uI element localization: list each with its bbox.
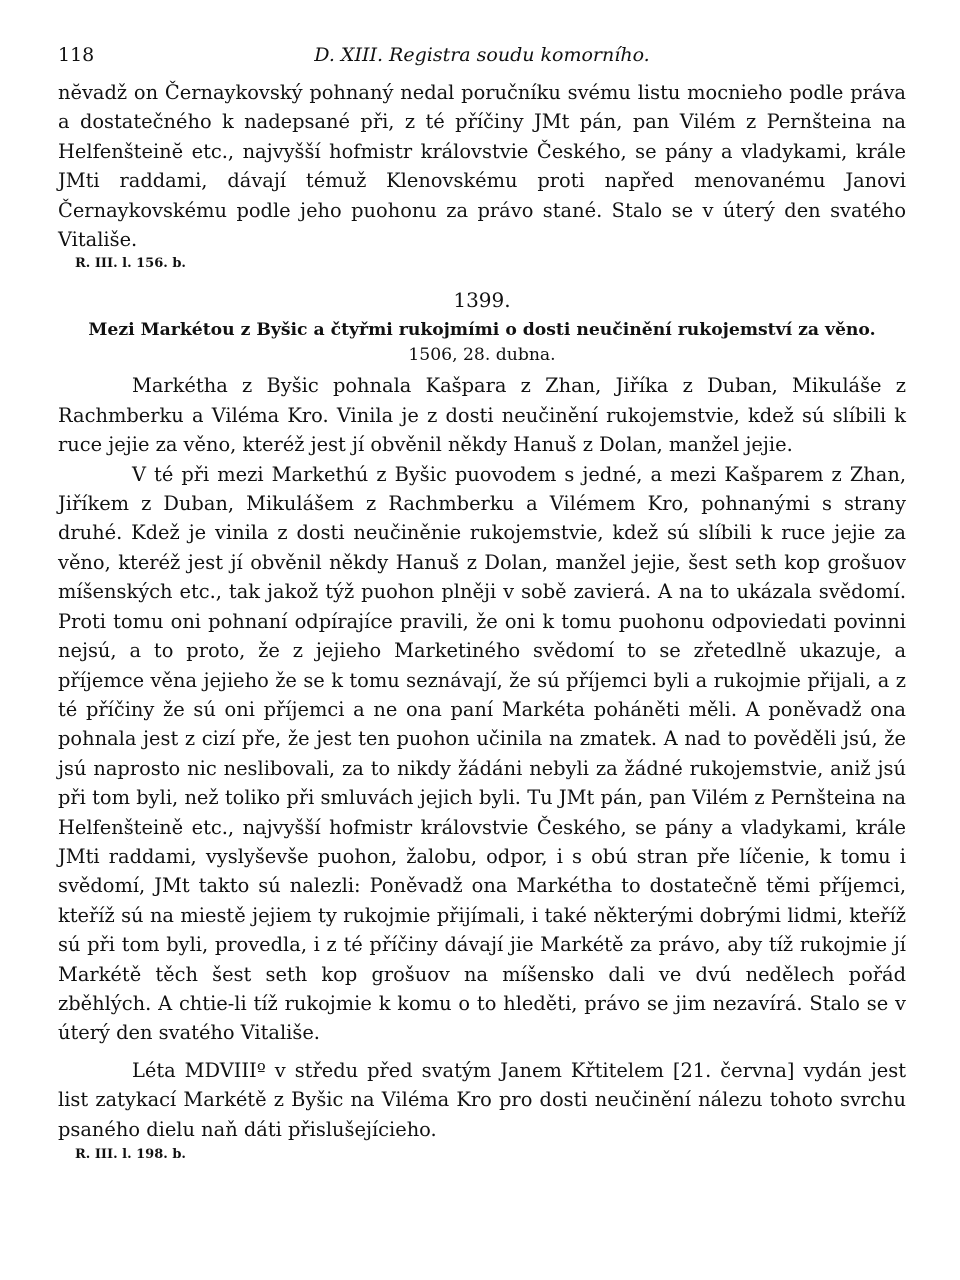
- document-page: [58, 44, 906, 1164]
- page-number: 118: [58, 44, 95, 66]
- source-reference: R. III. l. 156. b.: [75, 256, 186, 272]
- entry-paragraph: Léta MDVIIIº v středu před svatým Janem Křtitelem [21. června] vydán jest list zatykací Markétě z Byšic na Viléma Kro pro dosti neučinění nálezu tohoto svrchu psaného dielu naň dáti přislušejícieho.: [58, 1058, 906, 1141]
- source-reference: R. III. l. 198. b.: [75, 1147, 186, 1162]
- entry-paragraph: Markétha z Byšic pohnala Kašpara z Zhan, Jiříka z Duban, Mikuláše z Rachmberku a Viléma Kro. Vinila je z dosti neučinění rukojemstvie, kdež sú slíbili k ruce jejie za věno, kteréž jest jí obvěnil někdy Hanuš z Dolan, manžel jejie.: [58, 374, 906, 457]
- entry-summary: Mezi Markétou z Byšic a čtyřmi rukojmími o dosti neučinění rukojemství za věno.: [88, 320, 876, 341]
- continuation-paragraph: nĕvadž on Černaykovský pohnaný nedal poručníku svému listu mocnieho podle práva a dostatečného k nadepsané při, z té příčiny JMt pán, pan Vilém z Pernšteina na Helfenšteinĕ etc., najvyšší hofmistr královstvie Českého, se pány a vladykami, krále JMti raddami, dávají témuž Klenovskému proti napřed menovanému Janovi Černaykovskému podle jeho puohonu za právo stané. Stalo se v úterý den svatého Vitališe.: [58, 81, 906, 252]
- entry-paragraph: V té při mezi Markethú z Byšic puovodem s jedné, a mezi Kašparem z Zhan, Jiříkem z Duban, Mikulášem z Rachmberku a Vilémem Kro, pohnanými s strany druhé. Kdež je vinila z dosti neučiněnie rukojemstvie, kdež sú slíbili k ruce jejie za věno, kteréž jest jí obvěnil někdy Hanuš z Dolan, manžel jejie, šest seth kop grošuov míšenských etc., tak jakož týž puohon plněji v sobě zavierá. A na to ukázala svědomí. Proti tomu oni pohnaní odpírajíce pravili, že oni k tomu puohonu odpoviedati povinni nejsú, a to proto, že z jejieho Marketiného svědomí to se zřetedlně ukazuje, a příjemce věna jejieho že se k tomu seznávají, že sú příjemci byli a rukojmie přijali, a z té příčiny že sú oni příjemci a ne ona paní Markéta poháněti měli. A poněvadž ona pohnala jest z cizí pře, že jest ten puohon učinila na zmatek. A nad to pověděli jsú, že jsú naprosto nic neslibovali, za to nikdy žádáni nebyli za žádné rukojemstvie, aniž jsú při tom byli, než toliko při smluvách jejich byli. Tu JMt pán, pan Vilém z Pernšteina na Helfenšteině etc., najvyšší hofmistr královstvie Českého, se pány a vladykami, krále JMti raddami, vyslyševše puohon, žalobu, odpor, i s obú stran pře líčenie, k tomu i svědomí, JMt takto sú nalezli: Poněvadž ona Markétha to dostatečně těmi příjemci, kteříž sú na miestě jejiem ty rukojmie přijímali, i také některými dobrými lidmi, kteříž sú při tom byli, provedla, i z té příčiny dávají jie Markétě za právo, aby tíž rukojmie jí Markétě těch šest seth kop grošuov na míšensko dali ve dvú nedělech pořád zběhlých. A chtie-li tíž rukojmie k komu o to hleděti, právo se jim nezavírá. Stalo se v úterý den svatého Vitališe.: [58, 462, 906, 1045]
- entry-number: 1399.: [453, 288, 511, 313]
- entry-date: 1506, 28. dubna.: [408, 345, 556, 366]
- running-head: [58, 44, 906, 78]
- running-title: D. XIII. Registra soudu komorního.: [314, 44, 650, 66]
